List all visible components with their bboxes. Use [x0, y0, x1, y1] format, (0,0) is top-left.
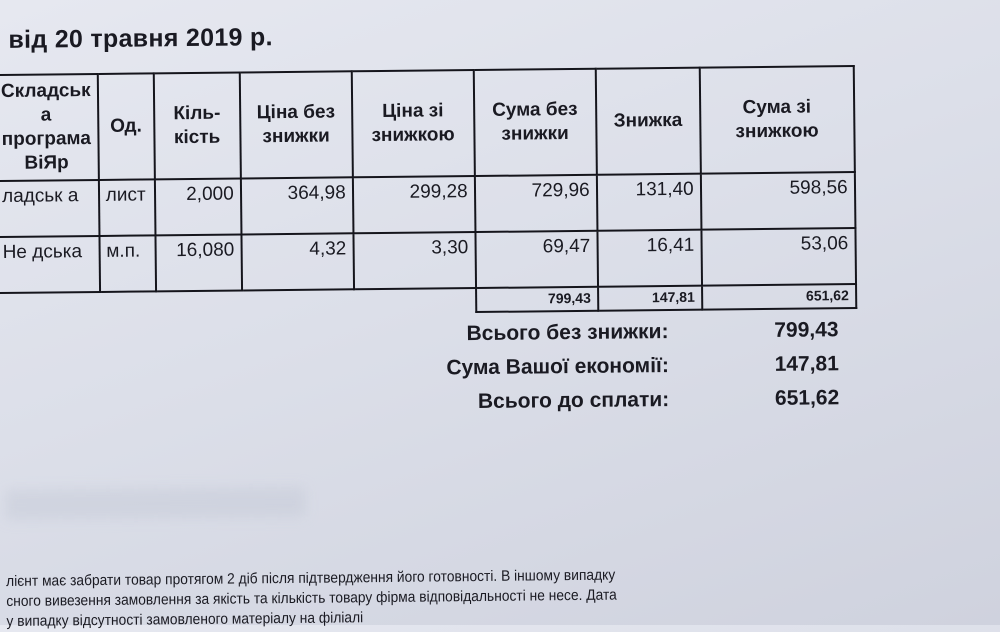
faded-print-smudge — [5, 487, 305, 520]
header-sum-discount: Сума зі знижкою — [699, 66, 854, 174]
summary-label: Всього без знижки: — [466, 320, 669, 346]
document-title: від 20 травня 2019 р. — [8, 23, 273, 54]
cell-sum-discount: 598,56 — [701, 172, 856, 230]
cell-discount: 16,41 — [597, 230, 702, 287]
cell-price: 4,32 — [241, 233, 354, 290]
cell-product: ладськ а — [0, 180, 99, 237]
total-discount: 147,81 — [598, 286, 702, 311]
cell-unit: лист — [99, 179, 156, 236]
summary-total-without-discount — [383, 313, 838, 352]
table-header-row — [0, 66, 855, 181]
cell-sum-discount: 53,06 — [701, 228, 856, 286]
summary-label: Сума Вашої економії: — [446, 354, 669, 380]
footer-line: лієнт має забрати товар протягом 2 діб після підтвердження його готовності. В іншому випадку — [6, 566, 616, 590]
summary-savings — [384, 347, 839, 386]
cell-sum: 69,47 — [475, 231, 598, 288]
order-table — [0, 65, 857, 318]
footer-terms — [6, 563, 835, 632]
header-price-discount: Ціна зі знижкою — [351, 70, 474, 177]
table-row — [0, 172, 855, 237]
cell-qty: 2,000 — [155, 178, 242, 235]
cell-price-discount: 3,30 — [353, 232, 476, 289]
cell-discount: 131,40 — [597, 174, 702, 231]
footer-line: у випадку відсутності замовленого матеріалу на філіалі — [6, 609, 364, 630]
total-sum-discount: 651,62 — [702, 284, 856, 310]
total-sum: 799,43 — [476, 287, 598, 312]
cell-unit: м.п. — [99, 235, 156, 292]
header-discount: Знижка — [595, 68, 700, 175]
cell-sum: 729,96 — [475, 175, 598, 232]
summary-value: 147,81 — [774, 352, 839, 376]
table-row — [0, 228, 856, 293]
header-product: Складськ а програма ВіЯр — [0, 74, 99, 181]
summary-block — [383, 313, 839, 420]
cell-product: Не дська — [0, 236, 100, 293]
header-price: Ціна без знижки — [239, 71, 352, 178]
header-unit: Од. — [97, 73, 154, 180]
summary-total-to-pay — [384, 381, 839, 420]
summary-value: 651,62 — [774, 386, 840, 410]
header-qty: Кіль-кість — [153, 72, 240, 179]
header-sum: Сума без знижки — [473, 69, 596, 176]
cell-price-discount: 299,28 — [353, 176, 476, 233]
summary-label: Всього до сплати: — [477, 388, 670, 414]
summary-value: 799,43 — [774, 318, 839, 342]
cell-qty: 16,080 — [155, 234, 242, 291]
cell-price: 364,98 — [241, 177, 354, 234]
footer-line: сного вивезення замовлення за якість та кількість товару фірма відповідальності не несе. Дата — [6, 586, 617, 610]
totals-spacer — [0, 288, 476, 317]
